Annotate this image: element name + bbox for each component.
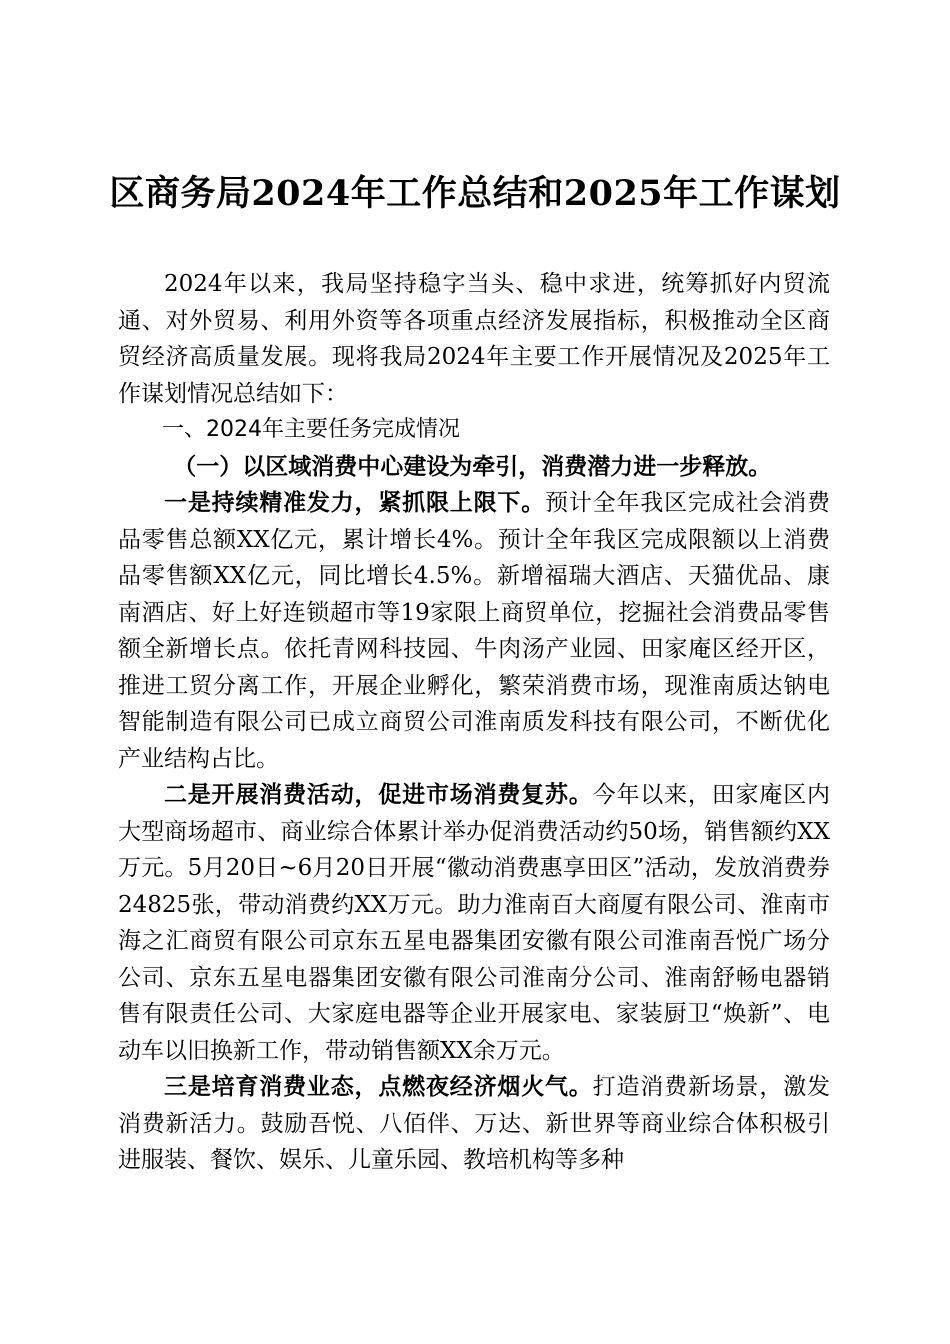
- paragraph-2-text: 今年以来，田家庵区内大型商场超市、商业综合体累计举办促消费活动约50场，销售额约XX万元。5月20日~6月20日开展“徽动消费惠享田区”活动，发放消费券24825张，带动消费约XX万元。助力淮南百大商厦有限公司、淮南市海之汇商贸有限公司京东五星电器集团安徽有限公司淮南吾悦广场分公司、京东五星电器集团安徽有限公司淮南分公司、淮南舒畅电器销售有限责任公司、大家庭电器等企业开展家电、家装厨卫“焕新”、电动车以旧换新工作，带动销售额XX余万元。: [118, 782, 831, 1064]
- document-title: 区商务局2024年工作总结和2025年工作谋划: [109, 173, 841, 214]
- subsection-heading: （一）以区域消费中心建设为牵引，消费潜力进一步释放。: [173, 452, 772, 480]
- paragraph-3: [118, 1069, 830, 1179]
- paragraph-1-lead: 一是持续精准发力，紧抓限上限下。: [164, 489, 546, 516]
- intro-paragraph: 2024年以来，我局坚持稳字当头、稳中求进，统筹抓好内贸流通、对外贸易、利用外资等各项重点经济发展指标，积极推动全区商贸经济高质量发展。现将我局2024年主要工作开展情况及2025年工作谋划情况总结如下：: [118, 271, 830, 407]
- paragraph-3-text: 打造消费新场景，激发消费新活力。鼓励吾悦、八佰伴、万达、新世界等商业综合体积极引进服装、餐饮、娱乐、儿童乐园、教培机构等多种: [118, 1074, 831, 1173]
- paragraph-2-lead: 二是开展消费活动，促进市场消费复苏。: [164, 781, 593, 808]
- paragraph-1-text: 预计全年我区完成社会消费品零售总额XX亿元，累计增长4%。预计全年我区完成限额以上消费品零售额XX亿元，同比增长4.5%。新增福瑞大酒店、天猫优品、康南酒店、好上好连锁超市等19家限上商贸单位，挖掘社会消费品零售额全新增长点。依托青网科技园、牛肉汤产业园、田家庵区经开区，推进工贸分离工作，开展企业孵化，繁荣消费市场，现淮南质达钠电智能制造有限公司已成立商贸公司淮南质发科技有限公司，不断优化产业结构占比。: [118, 490, 831, 772]
- paragraph-2: [118, 777, 830, 1069]
- document-body: [118, 266, 830, 1179]
- section-heading: 一、2024年主要任务完成情况: [162, 417, 460, 442]
- paragraph-1: [118, 485, 830, 777]
- paragraph-3-lead: 三是培育消费业态，点燃夜经济烟火气。: [164, 1073, 593, 1100]
